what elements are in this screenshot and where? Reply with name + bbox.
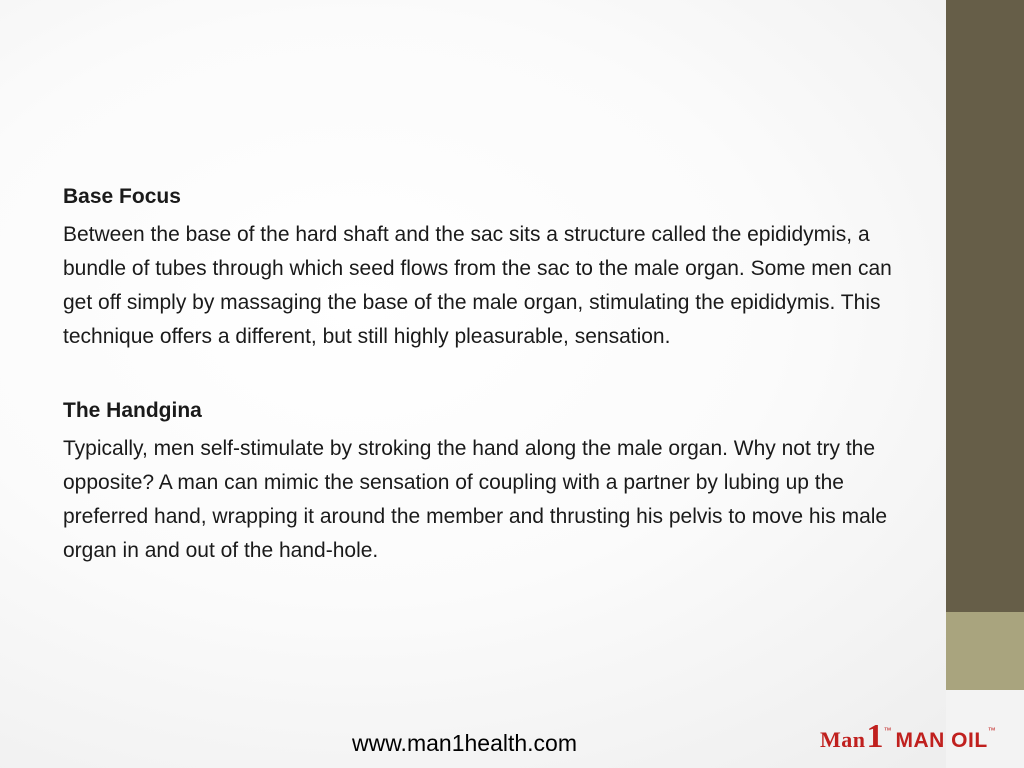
logo-man-text: Man [820,727,866,752]
section-spacer [63,354,923,396]
man1-man-oil-logo [820,718,1000,755]
section-heading: Base Focus [63,185,181,208]
section-handgina [63,396,923,568]
logo-trademark-2: ™ [987,726,996,735]
section-base-focus [63,182,923,354]
footer-url[interactable]: www.man1health.com [352,730,577,756]
sidebar-light-block [946,612,1024,690]
logo-trademark: ™ [883,726,892,735]
section-text: Typically, men self-stimulate by stroking the hand along the male organ. Why not try the opposite? A man can mimic the sensation of coupling with a partner by lubing up the preferred hand, wrapping it around the member and thrusting his pelvis to move his male organ in and out of the hand-hole. [63,437,888,562]
logo-man-oil-text: MAN OIL [895,729,988,752]
slide-body [63,182,923,568]
section-heading: The Handgina [63,399,202,422]
sidebar-dark-block [946,0,1024,612]
section-text: Between the base of the hard shaft and the sac sits a structure called the epididymis, a bundle of tubes through which seed flows from the sac to the male organ. Some men can get off simply by massaging the base of the male organ, stimulating the epididymis. This technique offers a different, but still highly pleasurable, sensation. [63,223,892,348]
logo-one-text: 1 [866,718,884,755]
